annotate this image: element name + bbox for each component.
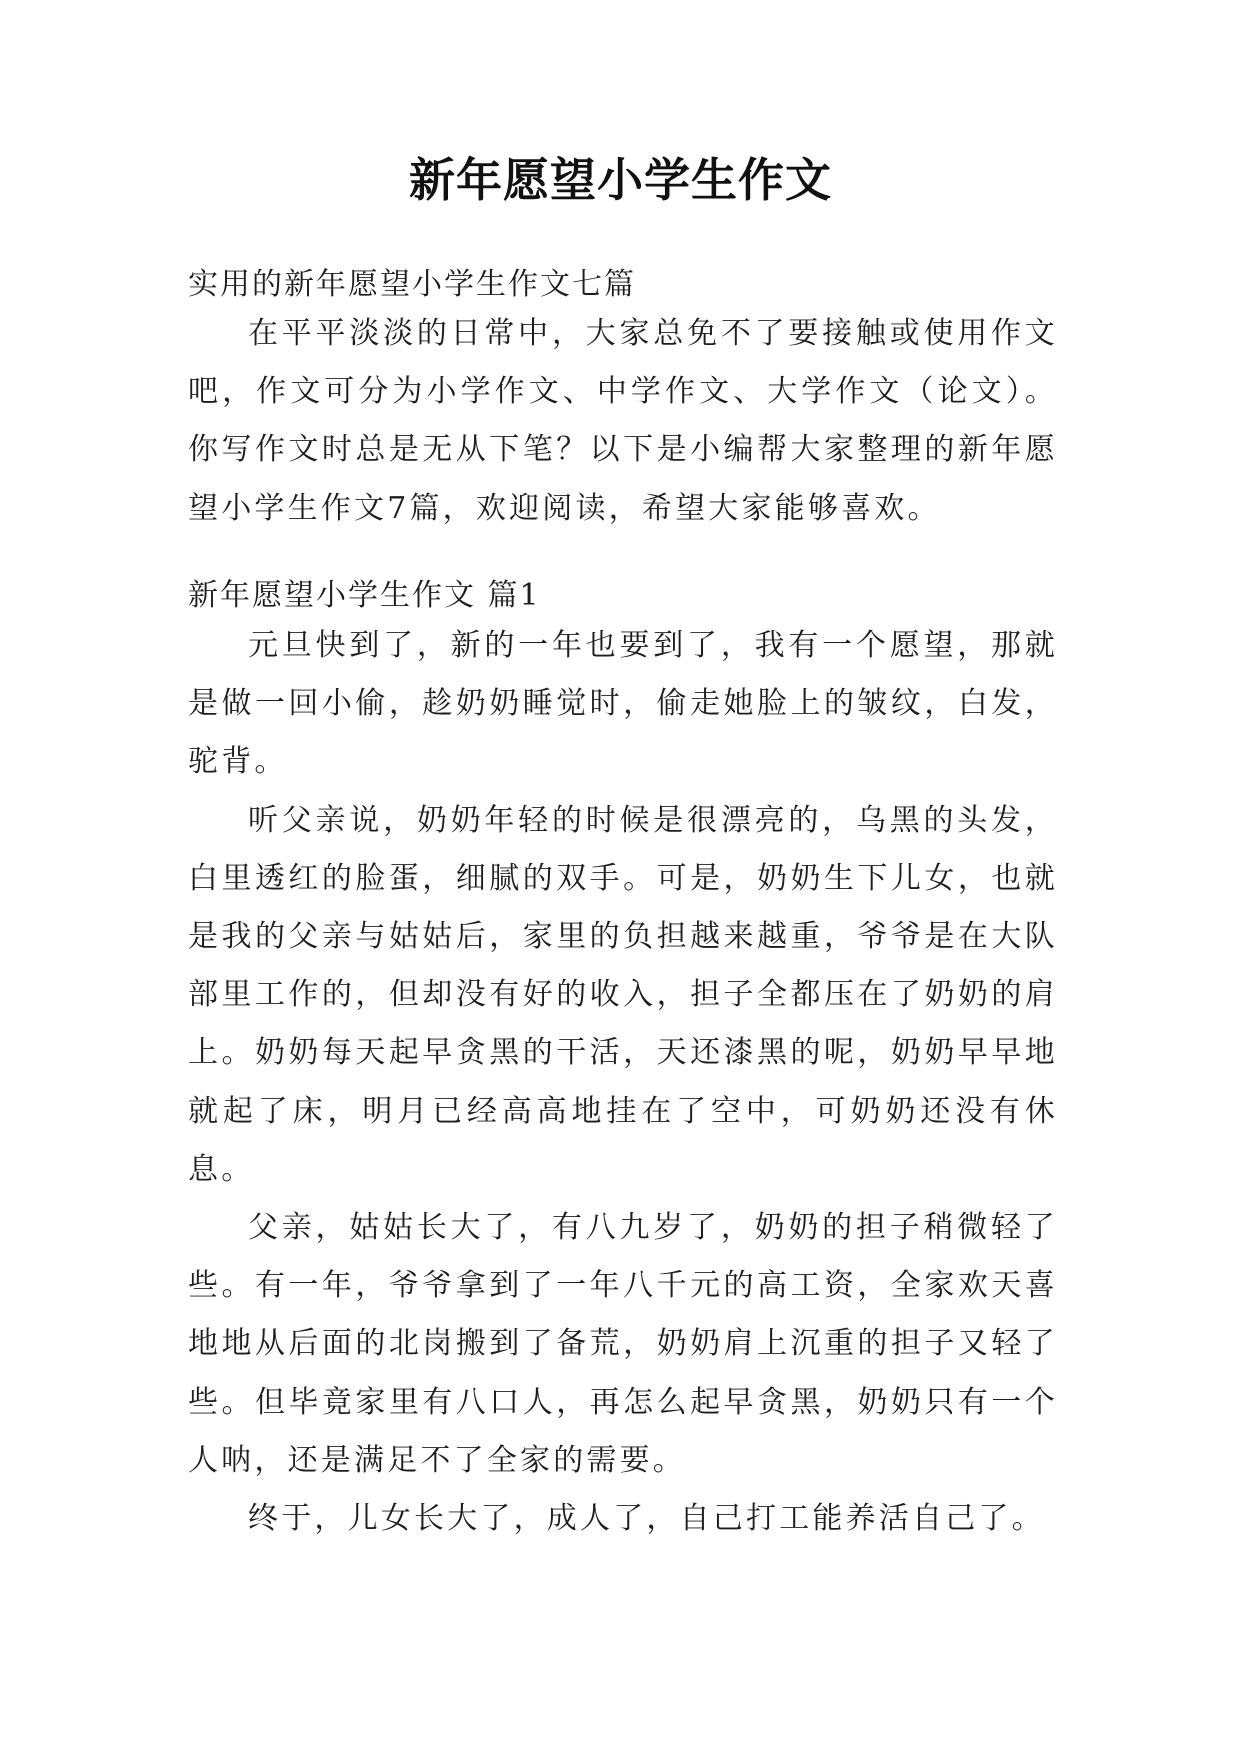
- document-subtitle: 实用的新年愿望小学生作文七篇: [188, 267, 636, 302]
- document-title: 新年愿望小学生作文: [409, 153, 832, 207]
- intro-paragraph: 在平平淡淡的日常中，大家总免不了要接触或使用作文吧，作文可分为小学作文、中学作文、大学作文（论文）。你写作文时总是无从下笔？以下是小编帮大家整理的新年愿望小学生作文7篇，欢迎阅读，希望大家能够喜欢。: [188, 316, 1058, 526]
- section-body: [188, 617, 1058, 1548]
- body-paragraph: 听父亲说，奶奶年轻的时候是很漂亮的，乌黑的头发，白里透红的脸蛋，细腻的双手。可是，奶奶生下儿女，也就是我的父亲与姑姑后，家里的负担越来越重，爷爷是在大队部里工作的，但却没有好的收入，担子全都压在了奶奶的肩上。奶奶每天起早贪黑的干活，天还漆黑的呢，奶奶早早地就起了床，明月已经高高地挂在了空中，可奶奶还没有休息。: [188, 802, 1058, 1187]
- body-paragraph: 终于，儿女长大了，成人了，自己打工能养活自己了。: [248, 1501, 1045, 1537]
- intro-block: [188, 305, 1058, 538]
- body-paragraph: 父亲，姑姑长大了，有八九岁了，奶奶的担子稍微轻了些。有一年，爷爷拿到了一年八千元的高工资，全家欢天喜地地从后面的北岗搬到了备荒，奶奶肩上沉重的担子又轻了些。但毕竟家里有八口人，再怎么起早贪黑，奶奶只有一个人呐，还是满足不了全家的需要。: [188, 1210, 1058, 1478]
- body-paragraph: 元旦快到了，新的一年也要到了，我有一个愿望，那就是做一回小偷，趁奶奶睡觉时，偷走她脸上的皱纹，白发，驼背。: [188, 628, 1058, 780]
- section-heading: 新年愿望小学生作文 篇1: [188, 578, 541, 613]
